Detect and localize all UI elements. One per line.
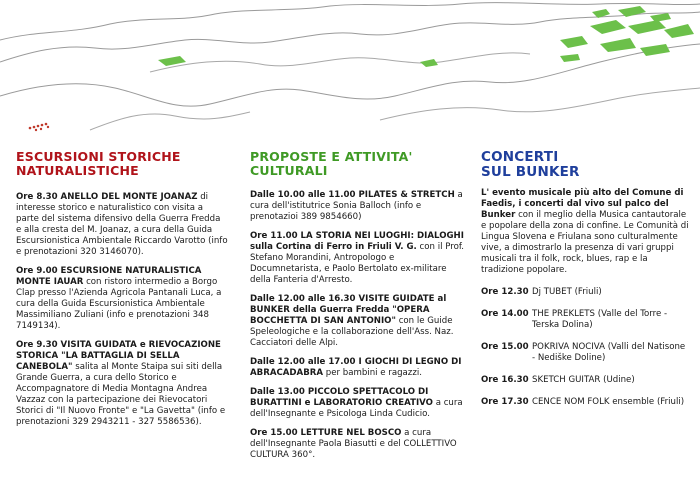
concert-item [481, 375, 691, 386]
event-description: a cura dell'Insegnante e Psicologa Linda Cudicio. [250, 398, 463, 419]
concert-name: Dj TUBET (Friuli) [532, 287, 602, 297]
concert-time: Ore 17.30 [481, 397, 529, 407]
section-heading-concerti [481, 150, 691, 180]
event-title: Dalle 12.00 alle 17.00 I GIOCHI DI LEGNO DI ABRACADABRA [250, 357, 462, 378]
column-escursioni [16, 150, 228, 428]
event-description: con il Prof. Stefano Morandini, Antropologo e Documnetarista, e Paolo Bertolato ex-militare della Fanteria d'Arresto. [250, 242, 464, 285]
event-title: Ore 9.30 VISITA GUIDATA e RIEVOCAZIONE STORICA "LA BATTAGLIA DI SELLA CANEBOLA" [16, 340, 221, 372]
heading-line: PROPOSTE E ATTIVITA' [250, 149, 413, 164]
event-entry [250, 387, 468, 420]
heading-line: NATURALISTICHE [16, 163, 139, 178]
section-heading-proposte [250, 150, 468, 178]
column-concerti [481, 150, 691, 408]
intro-bold: L' evento musicale più alto del Comune di Faedis, i concerti dal vivo sul palco del Bunker [481, 188, 684, 220]
event-description: salita al Monte Staipa sui siti della Grande Guerra, a cura dello Storico e Accompagnatore di Media Montagna Andrea Vazzaz con la partecipazione dei Rievocatori Storici di "Il Nuovo Fronte" e "La Gavetta" (info e prenotazioni 329 2943211 - 327 5586536). [16, 362, 226, 427]
concert-item [481, 287, 691, 298]
event-entry [16, 192, 228, 258]
concert-name: POKRIVA NOCIVA (Valli del Natisone - Nediške Doline) [532, 342, 686, 363]
event-title: Ore 11.00 LA STORIA NEI LUOGHI: DIALOGHI sulla Cortina di Ferro in Friuli V. G. [250, 231, 464, 252]
section-heading-escursioni [16, 150, 228, 178]
event-entry [16, 340, 228, 428]
intro-text: con il meglio della Musica cantautorale e popolare della zona di confine. Le Comunità di Lingua Slovena e Friulana sono culturalmente vive, a dimostrarlo la presenza di vari gruppi musicali tra il folk, rock, blues, rap e la tradizione popolare. [481, 210, 689, 275]
event-title: Dalle 10.00 alle 11.00 PILATES & STRETCH [250, 190, 455, 200]
concert-time: Ore 14.00 [481, 309, 529, 319]
concerts-intro [481, 188, 691, 276]
heading-line: SUL BUNKER [481, 164, 580, 180]
heading-line: ESCURSIONI STORICHE [16, 149, 181, 164]
event-entry [16, 266, 228, 332]
event-entry [250, 190, 468, 223]
event-title: Dalle 13.00 PICCOLO SPETTACOLO DI BURATTINI e LABORATORIO CREATIVO [250, 387, 433, 408]
event-title: Ore 8.30 ANELLO DEL MONTE JOANAZ [16, 192, 198, 202]
event-description: con le Guide Speleologiche e la collaborazione dell'Ass. Naz. Cacciatori delle Alpi. [250, 316, 454, 348]
event-description: per bambini e ragazzi. [323, 368, 422, 378]
event-entry [250, 357, 468, 379]
event-description: con ristoro intermedio a Borgo Clap presso l'Azienda Agricola Pantanali Luca, a cura della Guida Escursionistica Ambientale Massimiliano Zuliani (info e prenotazioni 348 7149134). [16, 277, 222, 331]
concert-name: SKETCH GUITAR (Udine) [532, 375, 635, 385]
concert-time: Ore 15.00 [481, 342, 529, 352]
concert-time: Ore 16.30 [481, 375, 529, 385]
concert-item [481, 397, 691, 408]
event-entry [250, 294, 468, 349]
event-description: a cura dell'Insegnante Paola Biasutti e del COLLETTIVO CULTURA 360°. [250, 428, 457, 460]
heading-line: CONCERTI [481, 149, 559, 165]
event-title: Ore 15.00 LETTURE NEL BOSCO [250, 428, 402, 438]
mountain-landscape-illustration [0, 0, 700, 150]
concert-name: CENCE NOM FOLK ensemble (Friuli) [532, 397, 685, 407]
concert-name: THE PREKLETS (Valle del Torre - Terska Dolina) [532, 309, 668, 330]
event-entry [250, 231, 468, 286]
column-proposte [250, 150, 468, 461]
event-title: Ore 9.00 ESCURSIONE NATURALISTICA MONTE IAUAR [16, 266, 202, 287]
event-description: di interesse storico e naturalistico con visita a parte del sistema difensivo della Guerra Fredda e alla cresta del M. Joanaz, a cura della Guida Escursionistica Ambientale Riccardo Varotto (info e prenotazioni 320 3146070). [16, 192, 228, 257]
concert-time: Ore 12.30 [481, 287, 529, 297]
event-description: a cura dell'istitutrice Sonia Balloch (info e prenotazioi 389 9854660) [250, 190, 463, 222]
concert-item [481, 309, 691, 331]
event-title: Dalle 12.00 alle 16.30 VISITE GUIDATE al BUNKER della Guerra Fredda "OPERA BOCCHETTA DI SAN ANTONIO" [250, 294, 447, 326]
concert-item [481, 342, 691, 364]
heading-line: CULTURALI [250, 163, 328, 178]
event-entry [250, 428, 468, 461]
